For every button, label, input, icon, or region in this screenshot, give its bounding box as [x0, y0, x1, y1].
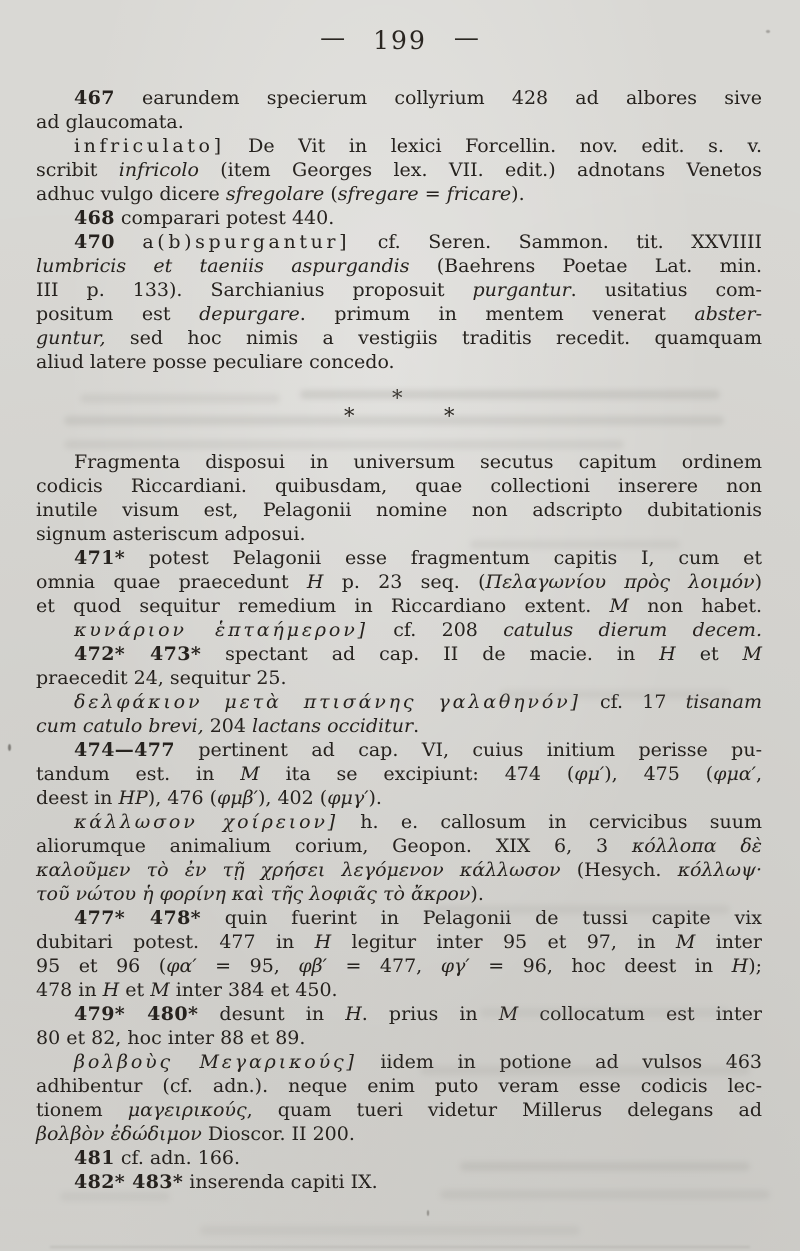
text-segment: βολβοὺς Μεγαρικούς] — [74, 1051, 357, 1073]
text-segment: earundem specierum collyrium 428 ad albores sive — [114, 87, 762, 109]
text-segment: aliorumque animalium corium, Geopon. XIX 6, 3 — [36, 835, 632, 857]
text-segment: βολβὸν ἐδώδιμον — [36, 1123, 202, 1145]
text-line — [36, 1122, 762, 1146]
text-line — [36, 714, 762, 738]
page-body — [36, 86, 762, 1194]
text-line — [36, 450, 762, 474]
text-segment: positum est — [36, 303, 200, 325]
text-segment: , — [755, 763, 762, 785]
text-segment: κόλλοπα δὲ — [631, 835, 762, 857]
text-segment: spectant ad cap. II de macie. in — [201, 643, 660, 665]
text-segment: ). — [470, 883, 484, 905]
text-line — [36, 954, 762, 978]
text-segment: et — [675, 643, 743, 665]
paragraph — [36, 1050, 762, 1146]
text-line — [36, 1050, 762, 1074]
text-line — [36, 254, 762, 278]
text-segment: aliud latere posse peculiare concedo. — [36, 351, 395, 373]
text-line — [36, 618, 762, 642]
text-segment: ). — [368, 787, 382, 809]
text-line — [36, 134, 762, 158]
text-segment: quin fuerint in Pelagonii de tussi capite vix — [201, 907, 762, 929]
text-line — [36, 810, 762, 834]
text-segment: infriculato] — [74, 135, 225, 157]
text-line — [36, 1002, 762, 1026]
text-segment: non habet. — [628, 595, 763, 617]
text-segment: δελφάκιον μετὰ πτισάνης γαλαθηνόν] — [74, 691, 581, 713]
text-segment: cum catulo brevi, — [36, 715, 204, 737]
paragraph — [36, 86, 762, 134]
text-segment: 80 et 82, hoc inter 88 et 89. — [36, 1027, 306, 1049]
paragraph — [36, 642, 762, 690]
text-segment: infricolo — [118, 159, 199, 181]
text-segment: φμ′ — [574, 763, 605, 785]
text-line — [36, 690, 762, 714]
text-segment: signum asteriscum adposui. — [36, 523, 306, 545]
text-segment: depurgare — [199, 303, 300, 325]
text-segment: deest in — [36, 787, 119, 809]
text-segment: H — [102, 979, 120, 1001]
text-segment: 95 et 96 ( — [36, 955, 167, 977]
text-segment: tisanam — [685, 691, 762, 713]
text-segment: M — [675, 931, 696, 953]
text-line — [36, 762, 762, 786]
text-segment: purgantur — [472, 279, 571, 301]
text-line — [36, 1146, 762, 1170]
asterisk-separator — [36, 374, 762, 450]
text-segment: Πελαγωνίου πρὸς λοιμόν — [485, 571, 755, 593]
text-segment: ) — [754, 571, 762, 593]
text-segment: ), 476 ( — [147, 787, 218, 809]
text-segment: H — [345, 1003, 362, 1025]
text-line — [36, 278, 762, 302]
text-segment: 472* 473* — [74, 643, 202, 665]
paragraph — [36, 134, 762, 206]
text-segment: III p. 133). Sarchianius proposuit — [36, 279, 473, 301]
text-line — [36, 882, 762, 906]
text-segment: iidem in potione ad vulsos 463 — [356, 1051, 763, 1073]
text-segment: μαγειρικούς — [127, 1099, 247, 1121]
header-left-dash: — — [320, 23, 347, 52]
text-segment: H — [306, 571, 324, 593]
paragraph — [36, 1002, 762, 1050]
text-segment: lumbricis et taeniis aspurgandis — [36, 255, 410, 277]
text-segment: ( — [324, 183, 338, 205]
text-segment: φβ′ — [298, 955, 327, 977]
asterisk-icon: * — [444, 404, 455, 428]
text-line — [36, 350, 762, 374]
text-line — [36, 158, 762, 182]
paragraph — [36, 546, 762, 618]
text-segment: φμα′ — [713, 763, 756, 785]
text-segment: Dioscor. II 200. — [201, 1123, 355, 1145]
text-segment: omnia quae praecedunt — [36, 571, 307, 593]
text-segment: pertinent ad cap. VI, cuius initium perisse pu- — [174, 739, 762, 761]
text-segment: cf. 208 — [367, 619, 504, 641]
text-line — [36, 522, 762, 546]
text-line — [36, 666, 762, 690]
text-segment: . — [413, 715, 420, 737]
text-segment: ), 402 ( — [257, 787, 328, 809]
paragraph — [36, 618, 762, 642]
text-segment: 477* 478* — [74, 907, 201, 929]
text-segment: ad glaucomata. — [36, 111, 184, 133]
text-segment: comparari potest 440. — [114, 207, 335, 229]
text-line — [36, 930, 762, 954]
page-header — [0, 23, 800, 55]
text-segment: dubitari potest. 477 in — [36, 931, 315, 953]
text-segment: inserenda capiti IX. — [183, 1171, 378, 1193]
text-line — [36, 858, 762, 882]
text-segment: (Hesych. — [560, 859, 678, 881]
text-segment: inter — [695, 931, 762, 953]
text-segment: καλοῦμεν τὸ ἐν τῇ χρήσει λεγόμενον κάλλωσον — [36, 859, 561, 881]
text-segment: . prius in — [361, 1003, 499, 1025]
text-segment: sfregare = fricare — [337, 183, 512, 205]
text-segment: sed hoc nimis a vestigiis traditis recedit. quamquam — [105, 327, 762, 349]
text-segment: = 96, hoc deest in — [469, 955, 732, 977]
text-line — [36, 1074, 762, 1098]
text-segment: M — [498, 1003, 519, 1025]
text-line — [36, 978, 762, 1002]
asterisk-icon: * — [392, 386, 403, 410]
ink-speck — [427, 1210, 429, 1216]
text-segment: 479* 480* — [74, 1003, 199, 1025]
paragraph — [36, 206, 762, 230]
text-line — [36, 786, 762, 810]
text-segment: = 95, — [196, 955, 299, 977]
page-number: 199 — [373, 26, 427, 55]
page-bottom-streak — [50, 1246, 750, 1248]
text-segment: h. e. callosum in cervicibus suum — [338, 811, 762, 833]
text-segment: potest Pelagonii esse fragmentum capitis I, cum et — [125, 547, 762, 569]
text-segment: HP — [118, 787, 148, 809]
text-segment: κυνάριον ἑπταήμερον] — [74, 619, 368, 641]
text-segment: M — [742, 643, 763, 665]
text-segment: 478 in — [36, 979, 103, 1001]
text-segment: Fragmenta disposui in universum secutus capitum ordinem — [74, 451, 762, 473]
text-segment: κάλλωσον χοίρειον] — [74, 811, 339, 833]
text-line — [36, 86, 762, 110]
ink-speck — [8, 744, 11, 751]
text-segment: cf. 17 — [580, 691, 686, 713]
text-segment: (item Georges lex. VII. edit.) adnotans Venetos — [198, 159, 762, 181]
text-segment: ); — [748, 955, 763, 977]
text-segment: et — [119, 979, 151, 1001]
text-line — [36, 498, 762, 522]
text-segment: φμγ′ — [327, 787, 369, 809]
text-segment: M — [240, 763, 260, 785]
text-segment: codicis Riccardiani. quibusdam, quae collectioni inserere non — [36, 475, 762, 497]
text-segment: guntur, — [36, 327, 106, 349]
text-segment: φα′ — [166, 955, 197, 977]
text-line — [36, 302, 762, 326]
text-line — [36, 738, 762, 762]
text-segment: , quam tueri videtur Millerus delegans ad — [246, 1099, 762, 1121]
text-segment: 468 — [74, 207, 115, 229]
text-segment: praecedit 24, sequitur 25. — [36, 667, 287, 689]
text-segment: 204 — [203, 715, 253, 737]
text-line — [36, 834, 762, 858]
text-segment: H — [314, 931, 332, 953]
text-line — [36, 474, 762, 498]
text-segment: inter 384 et 450. — [169, 979, 338, 1001]
text-line — [36, 230, 762, 254]
text-line — [36, 1026, 762, 1050]
text-segment: ita se excipiunt: 474 ( — [259, 763, 575, 785]
paragraph — [36, 230, 762, 374]
bleedthrough-smudge — [200, 1226, 580, 1235]
text-segment: ). — [511, 183, 525, 205]
text-segment: catulus dierum decem. — [503, 619, 762, 641]
text-segment: abster- — [694, 303, 763, 325]
text-segment: φγ′ — [440, 955, 470, 977]
text-segment: H — [659, 643, 676, 665]
text-segment: 482* 483* — [74, 1171, 184, 1193]
text-segment: 467 — [74, 87, 115, 109]
text-segment: H — [731, 955, 749, 977]
paragraph — [36, 450, 762, 546]
paragraph — [36, 690, 762, 738]
text-segment: τοῦ νώτου ἡ φορίνη καὶ τῆς λοφιᾶς τὸ ἄκρον — [36, 883, 471, 905]
text-segment: (Baehrens Poetae Lat. min. — [409, 255, 762, 277]
asterisk-icon: * — [344, 404, 355, 428]
text-segment: . usitatius com- — [570, 279, 762, 301]
paragraph — [36, 738, 762, 810]
text-line — [36, 906, 762, 930]
text-segment: φμβ′ — [217, 787, 258, 809]
text-segment: tionem — [36, 1099, 128, 1121]
text-segment: 481 — [74, 1147, 115, 1169]
text-line — [36, 326, 762, 350]
text-segment: cf. Seren. Sammon. tit. XXVIIII — [350, 231, 763, 253]
text-segment: desunt in — [198, 1003, 346, 1025]
text-segment: adhibentur (cf. adn.). neque enim puto veram esse codicis lec- — [36, 1075, 762, 1097]
text-line — [36, 206, 762, 230]
text-segment: inutile visum est, Pelagonii nomine non adscripto dubitationis — [36, 499, 762, 521]
text-segment: adhuc vulgo dicere — [36, 183, 226, 205]
text-segment: . primum in mentem venerat — [299, 303, 695, 325]
text-segment: cf. adn. 166. — [114, 1147, 241, 1169]
text-segment: a(b)spurgantur] — [142, 231, 351, 253]
text-line — [36, 546, 762, 570]
text-segment: collocatum est inter — [518, 1003, 762, 1025]
text-segment: 470 — [74, 231, 115, 253]
text-line — [36, 570, 762, 594]
text-segment: ), 475 ( — [604, 763, 714, 785]
paragraph — [36, 906, 762, 1002]
text-segment: M — [609, 595, 629, 617]
text-segment: p. 23 seq. ( — [323, 571, 486, 593]
text-segment: = 477, — [326, 955, 441, 977]
text-segment: M — [150, 979, 170, 1001]
text-line — [36, 642, 762, 666]
header-right-dash: — — [453, 23, 480, 52]
text-segment: De Vit in lexici Forcellin. nov. edit. s. v. — [224, 135, 762, 157]
text-line — [36, 110, 762, 134]
text-segment: κόλλωψ· — [677, 859, 762, 881]
text-line — [36, 182, 762, 206]
paragraph — [36, 1146, 762, 1170]
text-segment: legitur inter 95 et 97, in — [331, 931, 676, 953]
paragraph — [36, 1170, 762, 1194]
text-line — [36, 1098, 762, 1122]
text-segment: 474—477 — [74, 739, 175, 761]
paragraph — [36, 810, 762, 906]
text-segment: 471* — [74, 547, 126, 569]
text-line — [36, 594, 762, 618]
text-segment: et quod sequitur remedium in Riccardiano extent. — [36, 595, 610, 617]
text-segment: scribit — [36, 159, 119, 181]
text-segment: sfregolare — [225, 183, 325, 205]
text-line — [36, 1170, 762, 1194]
text-segment — [115, 231, 143, 253]
text-segment: tandum est. in — [36, 763, 241, 785]
text-segment: lactans occiditur — [252, 715, 414, 737]
